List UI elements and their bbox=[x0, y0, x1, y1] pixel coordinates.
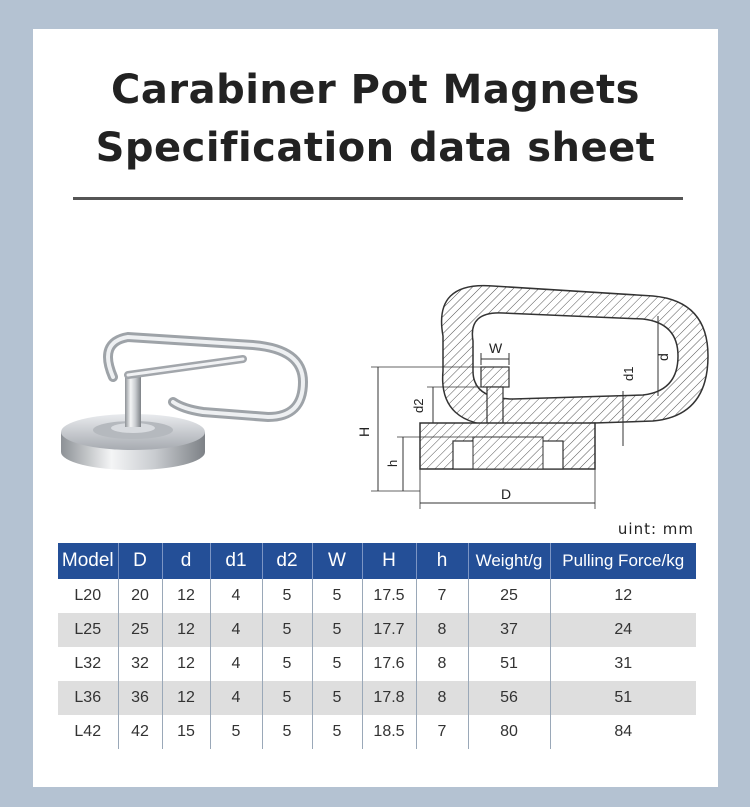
col-header-h: h bbox=[416, 543, 468, 579]
table-cell: 5 bbox=[262, 613, 312, 647]
col-header-pulling-force: Pulling Force/kg bbox=[550, 543, 696, 579]
table-cell: 80 bbox=[468, 715, 550, 749]
table-cell: 37 bbox=[468, 613, 550, 647]
table-cell: 17.6 bbox=[362, 647, 416, 681]
table-cell: 5 bbox=[312, 715, 362, 749]
spec-sheet-card bbox=[33, 29, 718, 787]
col-header-weight: Weight/g bbox=[468, 543, 550, 579]
table-cell: 84 bbox=[550, 715, 696, 749]
table-row bbox=[58, 579, 696, 613]
table-cell: 5 bbox=[312, 681, 362, 715]
table-cell: L20 bbox=[58, 579, 118, 613]
table-cell: 17.5 bbox=[362, 579, 416, 613]
title-line-1: Carabiner Pot Magnets bbox=[111, 67, 640, 113]
col-header-d1: d1 bbox=[210, 543, 262, 579]
table-cell: 5 bbox=[262, 681, 312, 715]
table-cell: 12 bbox=[162, 647, 210, 681]
col-header-w: W bbox=[312, 543, 362, 579]
table-cell: 7 bbox=[416, 715, 468, 749]
col-header-h-total: H bbox=[362, 543, 416, 579]
col-header-d: d bbox=[162, 543, 210, 579]
title-line-2: Specification data sheet bbox=[95, 125, 656, 171]
table-cell: 8 bbox=[416, 647, 468, 681]
table-cell: 17.7 bbox=[362, 613, 416, 647]
table-cell: 15 bbox=[162, 715, 210, 749]
label-d1: d1 bbox=[621, 366, 636, 381]
table-cell: L36 bbox=[58, 681, 118, 715]
table-cell: 5 bbox=[262, 579, 312, 613]
table-row bbox=[58, 715, 696, 749]
table-cell: 12 bbox=[550, 579, 696, 613]
table-cell: 12 bbox=[162, 681, 210, 715]
label-h: h bbox=[385, 459, 400, 467]
table-cell: 17.8 bbox=[362, 681, 416, 715]
label-h-total: H bbox=[356, 426, 372, 437]
table-cell: 51 bbox=[468, 647, 550, 681]
table-cell: 5 bbox=[262, 715, 312, 749]
label-w: W bbox=[489, 340, 503, 356]
specification-table bbox=[58, 543, 696, 749]
table-cell: L42 bbox=[58, 715, 118, 749]
title-divider bbox=[73, 197, 683, 200]
table-row bbox=[58, 647, 696, 681]
col-header-model: Model bbox=[58, 543, 118, 579]
label-d: d bbox=[655, 353, 671, 361]
table-cell: 5 bbox=[312, 613, 362, 647]
label-d-diameter: D bbox=[501, 486, 512, 502]
table-cell: 25 bbox=[468, 579, 550, 613]
table-cell: 12 bbox=[162, 579, 210, 613]
table-cell: 18.5 bbox=[362, 715, 416, 749]
table-cell: 5 bbox=[312, 647, 362, 681]
table-cell: 56 bbox=[468, 681, 550, 715]
table-cell: 32 bbox=[118, 647, 162, 681]
table-header-row bbox=[58, 543, 696, 579]
table-row bbox=[58, 613, 696, 647]
table-cell: 4 bbox=[210, 613, 262, 647]
table-cell: 12 bbox=[162, 613, 210, 647]
col-header-d2: d2 bbox=[262, 543, 312, 579]
table-cell: 5 bbox=[312, 579, 362, 613]
table-cell: 4 bbox=[210, 579, 262, 613]
table-cell: 7 bbox=[416, 579, 468, 613]
label-d2: d2 bbox=[411, 398, 426, 413]
table-cell: 4 bbox=[210, 647, 262, 681]
table-cell: L32 bbox=[58, 647, 118, 681]
unit-note: uint: mm bbox=[617, 520, 694, 538]
table-cell: 42 bbox=[118, 715, 162, 749]
table-row bbox=[58, 681, 696, 715]
table-cell: 8 bbox=[416, 613, 468, 647]
table-cell: L25 bbox=[58, 613, 118, 647]
table-cell: 8 bbox=[416, 681, 468, 715]
table-cell: 51 bbox=[550, 681, 696, 715]
table-cell: 5 bbox=[210, 715, 262, 749]
table-cell: 25 bbox=[118, 613, 162, 647]
page-title bbox=[33, 61, 718, 177]
table-cell: 36 bbox=[118, 681, 162, 715]
table-cell: 31 bbox=[550, 647, 696, 681]
table-cell: 20 bbox=[118, 579, 162, 613]
product-photo bbox=[53, 287, 313, 477]
table-cell: 4 bbox=[210, 681, 262, 715]
table-cell: 24 bbox=[550, 613, 696, 647]
dimension-drawing bbox=[323, 241, 713, 517]
table-cell: 5 bbox=[262, 647, 312, 681]
col-header-d-outer: D bbox=[118, 543, 162, 579]
